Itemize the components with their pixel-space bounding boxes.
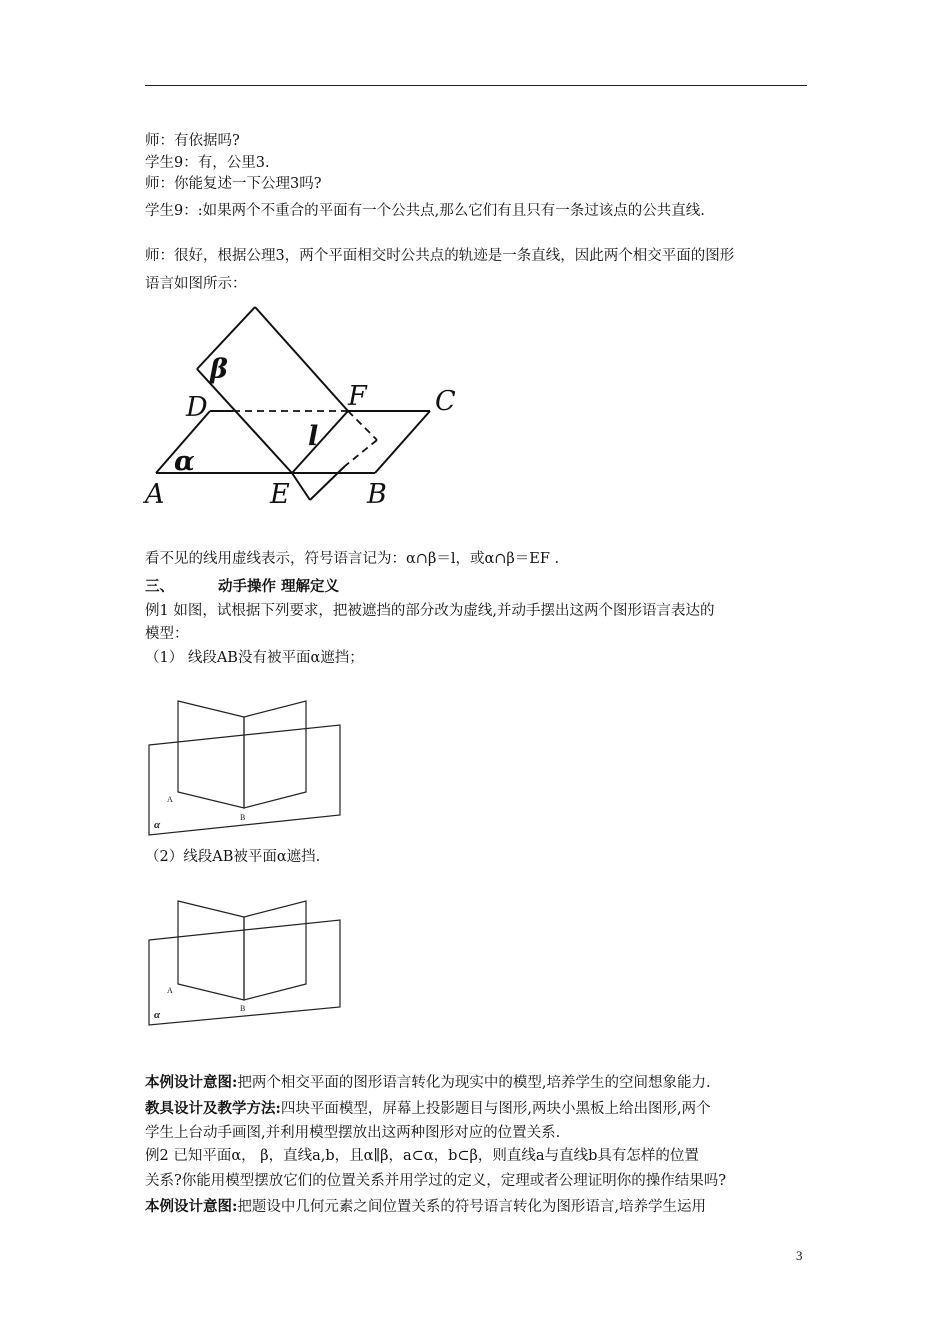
label-F: F bbox=[348, 381, 367, 412]
dialogue-line: 师：你能复述一下公理3吗? bbox=[145, 176, 322, 192]
dialogue-line: 学生9：有，公里3. bbox=[145, 155, 270, 171]
label-bold: 本例设计意图: bbox=[145, 1198, 238, 1215]
planes-figure-1 bbox=[140, 690, 350, 840]
dialogue-line: 学生9：:如果两个不重合的平面有一个公共点,那么它们有且只有一条过该点的公共直线. bbox=[145, 203, 705, 219]
planes-figure-2 bbox=[140, 885, 350, 1030]
teaching-method-line: 教具设计及教学方法:四块平面模型，屏幕上投影题目与图形,两块小黑板上给出图形,两个 bbox=[145, 1100, 711, 1117]
label-B: B bbox=[240, 1004, 246, 1013]
label-A: A bbox=[167, 986, 173, 995]
label-A: A bbox=[145, 479, 165, 510]
plane-beta-left bbox=[178, 701, 244, 808]
example-item: （2）线段AB被平面α遮挡. bbox=[145, 849, 321, 865]
label-E: E bbox=[270, 479, 290, 510]
hidden-line bbox=[348, 411, 377, 440]
label-alpha: α bbox=[154, 819, 161, 831]
example-line: 例2 已知平面α， β，直线a,b，且α∥β，a⊂α，b⊂β，则直线a与直线b具有怎样的位置 bbox=[145, 1148, 699, 1164]
section-heading bbox=[145, 577, 339, 597]
plane-beta-edge bbox=[292, 473, 310, 500]
label-alpha: α bbox=[154, 1009, 161, 1021]
plane-beta-edge bbox=[310, 466, 345, 500]
header-rule bbox=[145, 85, 807, 86]
body-line: 学生上台动手画图,并利用模型摆放出这两种图形对应的位置关系. bbox=[145, 1125, 561, 1141]
label-A: A bbox=[167, 795, 173, 804]
label-C: C bbox=[435, 386, 456, 417]
label-beta: β bbox=[210, 354, 228, 385]
section-title: 动手操作 理解定义 bbox=[218, 578, 340, 595]
label-B: B bbox=[367, 479, 387, 510]
page-number: 3 bbox=[796, 1248, 803, 1263]
notation-line: 看不见的线用虚线表示，符号语言记为：α∩β＝l，或α∩β＝EF . bbox=[145, 551, 560, 567]
label-D: D bbox=[186, 392, 208, 423]
label-B: B bbox=[240, 813, 246, 822]
intersection-line-l bbox=[292, 411, 348, 473]
plane-beta-right bbox=[244, 701, 306, 808]
example-item: （1） 线段AB没有被平面α遮挡； bbox=[145, 650, 364, 666]
design-intent-line: 本例设计意图:把两个相交平面的图形语言转化为现实中的模型,培养学生的空间想象能力. bbox=[145, 1074, 711, 1091]
plane-beta-left bbox=[178, 901, 244, 1000]
label-bold: 教具设计及教学方法: bbox=[145, 1100, 281, 1117]
intersecting-planes-figure bbox=[140, 300, 470, 515]
label-l: l bbox=[308, 421, 319, 452]
dialogue-line: 语言如图所示： bbox=[145, 276, 247, 292]
dialogue-line: 师：很好，根据公理3，两个平面相交时公共点的轨迹是一条直线，因此两个相交平面的图形 bbox=[145, 248, 735, 264]
label-bold: 本例设计意图: bbox=[145, 1074, 238, 1091]
dialogue-line: 师：有依据吗? bbox=[145, 133, 240, 149]
plane-beta-edge bbox=[255, 307, 348, 411]
label-alpha: α bbox=[174, 446, 195, 477]
example-line: 例1 如图，试根据下列要求，把被遮挡的部分改为虚线,并动手摆出这两个图形语言表达的 bbox=[145, 603, 715, 619]
hidden-line bbox=[345, 440, 377, 466]
example-line: 关系?你能用模型摆放它们的位置关系并用学过的定义，定理或者公理证明你的操作结果吗? bbox=[145, 1173, 727, 1189]
plane-alpha-edge bbox=[375, 411, 430, 473]
plane-beta-right bbox=[244, 901, 306, 1000]
example-line: 模型： bbox=[145, 626, 189, 642]
design-intent-line: 本例设计意图:把题设中几何元素之间位置关系的符号语言转化为图形语言,培养学生运用 bbox=[145, 1198, 706, 1215]
section-number: 三、 bbox=[145, 578, 174, 595]
